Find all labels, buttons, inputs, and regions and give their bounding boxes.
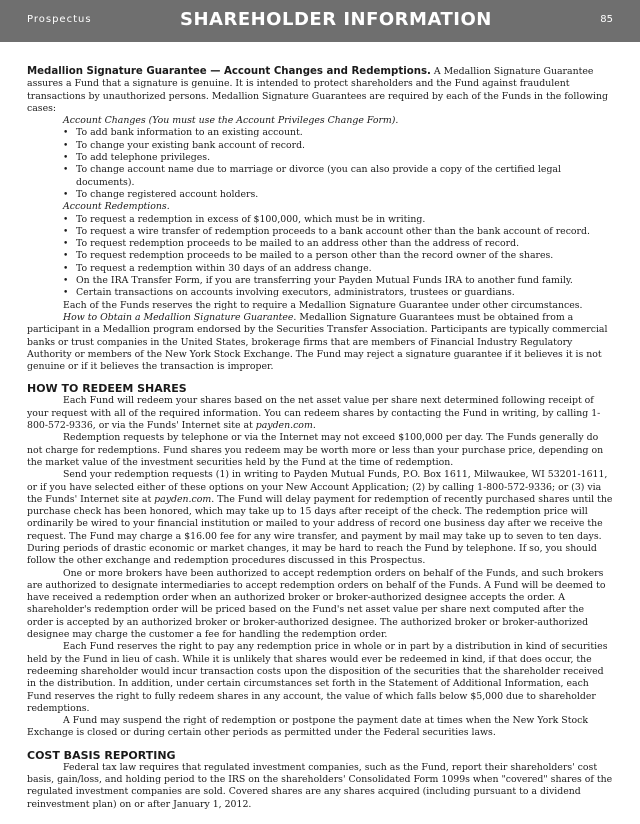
redeem-p3-text: Send your redemption requests (1) in writing to Payden Mutual Funds, P.O. Box 1611, Milwaukee, WI 53201-1611, or if you have selected either of these options on your New Account Application; (2) by calling 1-800-572-9336; or (3) via the Funds' Internet site at <box>27 469 608 505</box>
list-item: • To change your existing bank account of record. <box>27 140 613 152</box>
redeem-paragraph <box>27 395 613 432</box>
redeem-p1-end: . <box>312 420 316 432</box>
medallion-title: Medallion Signature Guarantee — Account Changes and Redemptions. <box>27 66 431 77</box>
redeem-paragraph: Redemption requests by telephone or via the Internet may not exceed $100,000 per day. The Funds generally do not charge for redemptions. Fund shares you redeem may be worth more or less than your purchase price, depending on the market value of the investment securities held by the Fund at the time of redemption. <box>27 432 604 468</box>
redeem-paragraph: A Fund may suspend the right of redemption or postpone the payment date at times when the New York Stock Exchange is closed or during certain other periods as permitted under the Federal securities laws. <box>27 715 588 739</box>
redeem-p1-text: Each Fund will redeem your shares based on the net asset value per share next determined following receipt of your request with all of the required information. You can redeem shares by contacting the Fund in writing, by calling 1-800-572-9336, or via the Funds' Internet site at <box>27 395 601 432</box>
obtain-label: How to Obtain a Medallion Signature Guarantee. <box>63 311 297 323</box>
site-link: payden.com <box>154 493 212 505</box>
list-item: • Certain transactions on accounts involving executors, administrators, trustees or guardians. <box>27 287 613 299</box>
page-header <box>0 0 640 42</box>
redeem-paragraph <box>27 469 613 567</box>
obtain-text: Medallion Signature Guarantees must be obtained from a participant in a Medallion program endorsed by the Securities Transfer Association. Participants are typically commercial banks or trust companies in the United States, brokerage firms that are members of Financial Industry Regulatory Authority or members of the New York Stock Exchange. The Fund may reject a signature guarantee if it believes it is not genuine or if it believes the transaction is improper. <box>27 311 608 373</box>
header-title: SHAREHOLDER INFORMATION <box>180 9 492 30</box>
list-item: • To add telephone privileges. <box>27 152 613 164</box>
document-body <box>27 66 613 811</box>
list-item: • To request a wire transfer of redemption proceeds to a bank account other than the bank account of record. <box>27 226 613 238</box>
list-item: • To add bank information to an existing account. <box>27 127 613 139</box>
list-item: • To request a redemption within 30 days of an address change. <box>27 263 613 275</box>
medallion-intro <box>27 66 613 115</box>
header-section-label: Prospectus <box>27 14 92 25</box>
list-item: • To change account name due to marriage or divorce (you can also provide a copy of the certified legal documents). <box>27 164 613 189</box>
medallion-reserve: Each of the Funds reserves the right to require a Medallion Signature Guarantee under other circumstances. <box>63 299 583 311</box>
account-changes-list <box>27 127 613 201</box>
cost-basis-paragraph: Federal tax law requires that regulated investment companies, such as the Fund, report their shareholders' cost basis, gain/loss, and holding period to the IRS on the shareholders' Consolidated Form 1099s when "covered" shares of the regulated investment companies are sold. Covered shares are any shares acquired (including pursuant to a dividend reinvestment plan) on or after January 1, 2012. <box>27 761 613 810</box>
list-item: • To change registered account holders. <box>27 189 613 201</box>
redeem-paragraph: One or more brokers have been authorized to accept redemption orders on behalf of the Funds, and such brokers are authorized to designate intermediaries to accept redemption orders on behalf of the Funds. A Fund will be deemed to have received a redemption order when an authorized broker or broker-authorized designee accepts the order. A shareholder's redemption order will be priced based on the Fund's net asset value per share next computed after the order is accepted by an authorized broker or broker-authorized designee. The authorized broker or broker-authorized designee may charge the customer a fee for handling the redemption order. <box>27 567 606 641</box>
account-redemptions-label: Account Redemptions. <box>63 201 170 213</box>
page-number: 85 <box>600 14 613 25</box>
redeem-paragraph: Each Fund reserves the right to pay any redemption price in whole or in part by a distribution in kind of securities held by the Fund in lieu of cash. While it is unlikely that shares would ever be redeemed in kind, if that does occur, the redeeming shareholder would incur transaction costs upon the disposition of the securities that the shareholder received in the distribution. In addition, under certain circumstances set forth in the Statement of Additional Information, each Fund reserves the right to fully redeem shares in any account, the value of which falls below $5,000 due to shareholder redemptions. <box>27 641 608 714</box>
account-changes-label: Account Changes (You must use the Account Privileges Change Form). <box>63 115 399 127</box>
list-item: • To request redemption proceeds to be mailed to an address other than the address of record. <box>27 238 613 250</box>
list-item: • On the IRA Transfer Form, if you are transferring your Payden Mutual Funds IRA to another fund family. <box>27 275 613 287</box>
list-item: • To request redemption proceeds to be mailed to a person other than the record owner of the shares. <box>27 250 613 262</box>
account-redemptions-list <box>27 214 613 300</box>
site-link: payden.com <box>255 420 313 432</box>
cost-basis-heading: COST BASIS REPORTING <box>27 748 176 762</box>
medallion-obtain <box>27 312 613 373</box>
list-item: • To request a redemption in excess of $100,000, which must be in writing. <box>27 214 613 226</box>
medallion-intro-text: A Medallion Signature Guarantee assures a Fund that a signature is genuine. It is intended to protect shareholders and the Fund against fraudulent transactions by unauthorized persons. Medallion Signature Guarantees are required by each of the Funds in the following cases: <box>27 66 608 114</box>
redeem-p3-end: . The Fund will delay payment for redemption of recently purchased shares until the purchase check has been honored, which may take up to 15 days after receipt of the check. The redemption price will ordinarily be wired to your financial institution or mailed to your address of record one business day after we receive the request. The Fund may charge a $16.00 fee for any wire transfer, and payment by mail may take up to seven to ten days. During periods of drastic economic or market changes, it may be hard to reach the Fund by telephone. If so, you should follow the other exchange and redemption procedures discussed in this Prospectus. <box>27 493 613 567</box>
redeem-heading: HOW TO REDEEM SHARES <box>27 382 187 396</box>
